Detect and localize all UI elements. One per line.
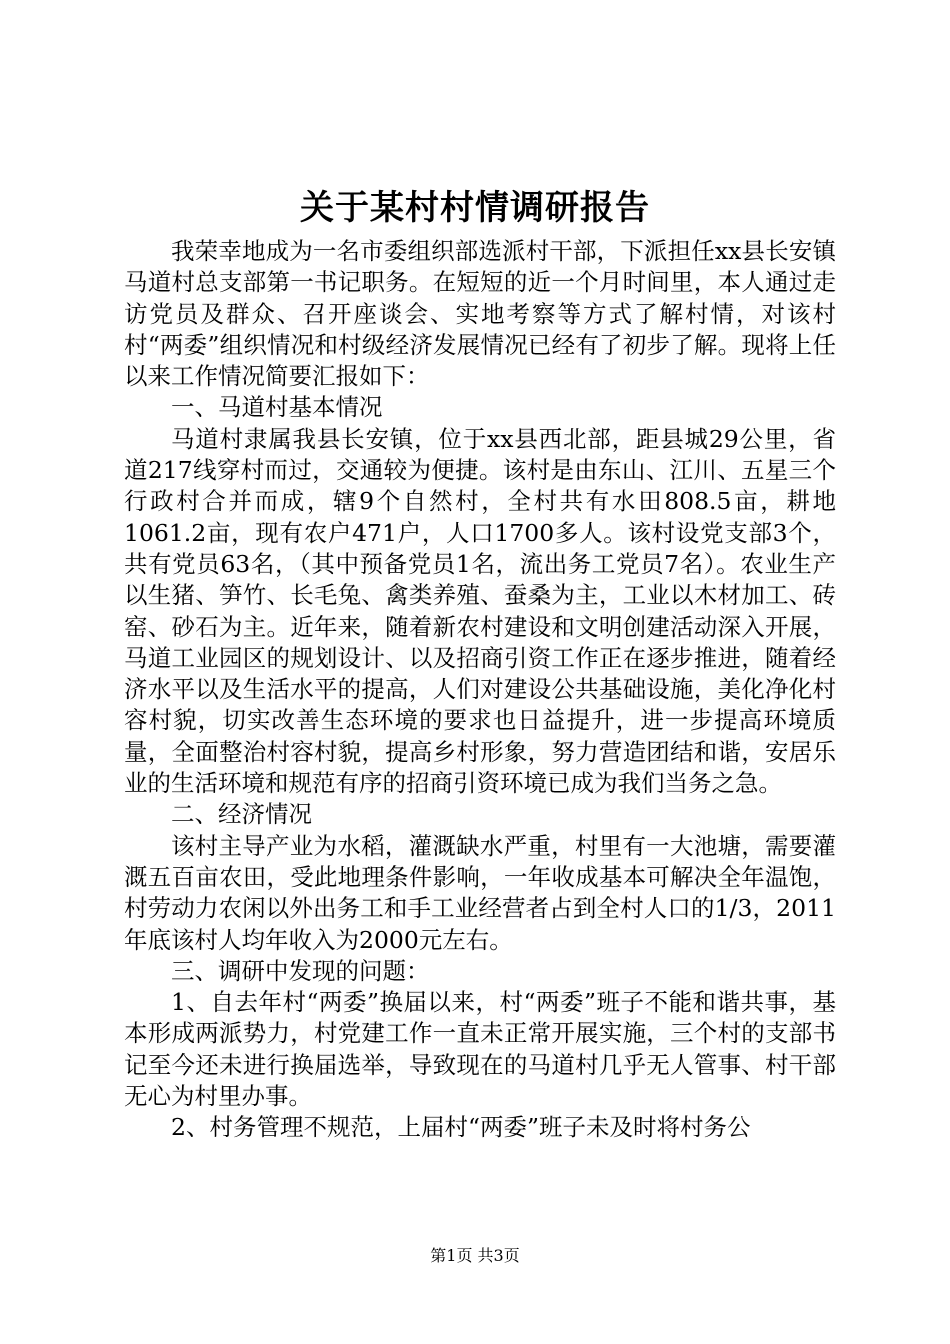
problem-item-1: 1、自去年村“两委”换届以来，村“两委”班子不能和谐共事，基本形成两派势力，村党建工作一直未正常开展实施，三个村的支部书记至今还未进行换届选举，导致现在的马道村几乎无人管事、村干部无心为村里办事。 — [124, 988, 836, 1111]
section-heading-basic-info: 一、马道村基本情况 — [171, 393, 383, 422]
basic-info-paragraph: 马道村隶属我县长安镇，位于xx县西北部，距县城29公里，省道217线穿村而过，交通较为便捷。该村是由东山、江川、五星三个行政村合并而成，辖9个自然村，全村共有水田808.5亩，耕地1061.2亩，现有农户471户，人口1700多人。该村设党支部3个，共有党员63名，（其中预备党员1名，流出务工党员7名）。农业生产以生猪、笋竹、长毛兔、禽类养殖、蚕桑为主，工业以木材加工、砖窑、砂石为主。近年来，随着新农村建设和文明创建活动深入开展，马道工业园区的规划设计、以及招商引资工作正在逐步推进，随着经济水平以及生活水平的提高，人们对建设公共基础设施，美化净化村容村貌，切实改善生态环境的要求也日益提升，进一步提高环境质量，全面整治村容村貌，提高乡村形象，努力营造团结和谐，安居乐业的生活环境和规范有序的招商引资环境已成为我们当务之急。 — [124, 424, 836, 798]
intro-paragraph: 我荣幸地成为一名市委组织部选派村干部，下派担任xx县长安镇马道村总支部第一书记职务。在短短的近一个月时间里，本人通过走访党员及群众、召开座谈会、实地考察等方式了解村情，对该村村“两委”组织情况和村级经济发展情况已经有了初步了解。现将上任以来工作情况简要汇报如下： — [124, 237, 836, 391]
document-title: 关于某村村情调研报告 — [300, 188, 650, 228]
section-heading-economy: 二、经济情况 — [171, 800, 312, 829]
document-body — [124, 236, 836, 1144]
economy-paragraph: 该村主导产业为水稻，灌溉缺水严重，村里有一大池塘，需要灌溉五百亩农田，受此地理条件影响，一年收成基本可解决全年温饱，村劳动力农闲以外出务工和手工业经营者占到全村人口的1/3，2011年底该村人均年收入为2000元左右。 — [124, 831, 836, 954]
section-heading-problems: 三、调研中发现的问题： — [171, 956, 430, 985]
page-number-footer: 第1页 共3页 — [430, 1246, 520, 1265]
problem-item-2: 2、村务管理不规范，上届村“两委”班子未及时将村务公 — [171, 1113, 751, 1142]
